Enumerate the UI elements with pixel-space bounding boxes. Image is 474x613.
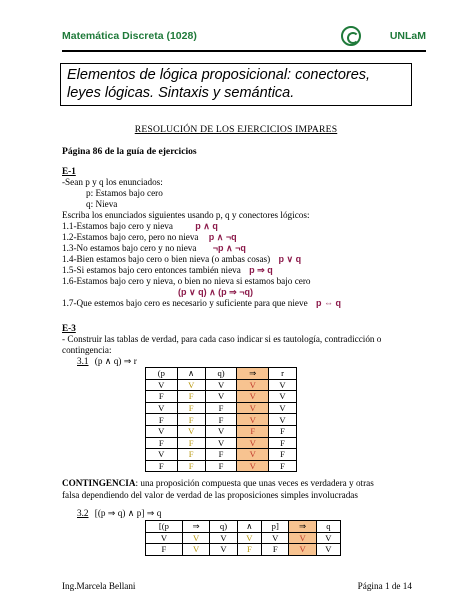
table-cell: F <box>205 402 237 414</box>
e1-item <box>62 298 341 309</box>
e1-item-formula: p ⇒ q <box>249 265 273 275</box>
table-cell: V <box>269 391 297 403</box>
course-title: Matemática Discreta (1028) <box>62 30 197 42</box>
table-cell: V <box>146 379 178 391</box>
table1-number: 3.1 <box>77 356 89 366</box>
e1-p-def: p: Estamos bajo cero <box>86 188 163 198</box>
table-cell: V <box>146 532 183 544</box>
table-cell: V <box>205 391 237 403</box>
e1-item <box>62 254 301 265</box>
e3-instruction: - Construir las tablas de verdad, para cada caso indicar si es tautología, contradicción o <box>62 334 382 344</box>
table-cell: F <box>177 402 205 414</box>
table-cell: F <box>269 437 297 449</box>
e1-item-formula: p ∧ ¬q <box>208 232 237 242</box>
table-cell: V <box>146 402 178 414</box>
table-cell: V <box>146 425 178 437</box>
table-header-cell: r <box>269 368 297 380</box>
title-line-2: leyes lógicas. Sintaxis y semántica. <box>67 85 295 101</box>
table-header-cell: q) <box>205 368 237 380</box>
table-row <box>146 544 341 556</box>
table-header-cell: [(p <box>146 521 183 533</box>
exercise-e1-label: E-1 <box>62 166 76 176</box>
table-header-cell: ⇒ <box>237 368 269 380</box>
e3-instruction-cont: contingencia: <box>62 345 112 355</box>
e1-item-text: 1.1-Estamos bajo cero y nieva <box>62 221 173 231</box>
table-header-cell: ∧ <box>237 521 261 533</box>
table-cell: F <box>205 460 237 472</box>
table-cell: F <box>237 425 269 437</box>
table-cell: V <box>210 532 237 544</box>
table-header-cell: ⇒ <box>182 521 209 533</box>
contingencia-text: : una proposición compuesta que unas veces es verdadera y otras <box>135 478 374 488</box>
table-cell: V <box>237 414 269 426</box>
table-cell: V <box>269 414 297 426</box>
unlam-logo-icon <box>341 26 361 46</box>
table-cell: F <box>146 460 178 472</box>
table-cell: V <box>210 544 237 556</box>
e1-item-text: 1.5-Si estamos bajo cero entonces también nieva <box>62 265 241 275</box>
e1-item-formula: (p ∨ q) ∧ (p ⇒ ¬q) <box>178 287 253 297</box>
table-row <box>146 460 297 472</box>
footer-page-number: Página 1 de 14 <box>357 581 412 591</box>
table-cell: V <box>269 379 297 391</box>
table-cell: F <box>177 449 205 461</box>
e1-item-text: 1.4-Bien estamos bajo cero o bien nieva (o ambas cosas) <box>62 254 271 264</box>
table-row <box>146 379 297 391</box>
table-cell: V <box>146 449 178 461</box>
contingencia-term: CONTINGENCIA <box>62 478 136 488</box>
table-cell: V <box>205 437 237 449</box>
table-cell: V <box>289 544 316 556</box>
page-reference: Página 86 de la guía de ejercicios <box>62 146 197 157</box>
truth-table-1 <box>145 367 297 472</box>
table-cell: V <box>182 544 209 556</box>
e1-item-text: 1.3-No estamos bajo cero y no nieva <box>62 243 197 253</box>
table-cell: F <box>269 449 297 461</box>
e1-item-text: 1.6-Estamos bajo cero y nieva, o bien no nieva si estamos bajo cero <box>62 276 311 286</box>
exercise-e3-label: E-3 <box>62 323 76 333</box>
table1-expression: (p ∧ q) ⇒ r <box>94 356 137 366</box>
table-row <box>146 425 297 437</box>
table-cell: V <box>237 391 269 403</box>
footer-author: Ing.Marcela Bellani <box>62 581 136 591</box>
table-cell: F <box>262 544 289 556</box>
table-header-cell: (p <box>146 368 178 380</box>
table-cell: F <box>269 460 297 472</box>
table-header-cell: ⇒ <box>289 521 316 533</box>
table-cell: V <box>237 460 269 472</box>
table2-expression: [(p ⇒ q) ∧ p] ⇒ q <box>94 508 162 518</box>
contingencia-definition <box>62 478 374 489</box>
table-cell: F <box>237 544 261 556</box>
table-cell: F <box>205 414 237 426</box>
table-cell: V <box>177 425 205 437</box>
table-cell: F <box>269 425 297 437</box>
table-row <box>146 449 297 461</box>
table-row <box>146 437 297 449</box>
table-cell: F <box>146 437 178 449</box>
table-cell: V <box>269 402 297 414</box>
table-cell: V <box>205 379 237 391</box>
title-line-1: Elementos de lógica proposicional: conectores, <box>67 67 371 83</box>
document-title-box <box>60 63 412 106</box>
table-header-row <box>146 368 297 380</box>
table-header-cell: ∧ <box>177 368 205 380</box>
table-cell: V <box>316 544 340 556</box>
table-cell: V <box>237 437 269 449</box>
truth-table-2 <box>145 520 341 556</box>
e1-item <box>62 232 237 243</box>
table-cell: V <box>316 532 340 544</box>
table-row <box>146 414 297 426</box>
table-cell: V <box>177 379 205 391</box>
table-cell: V <box>237 379 269 391</box>
table-cell: F <box>146 414 178 426</box>
e1-instruction: Escriba los enunciados siguientes usando p, q y conectores lógicos: <box>62 210 310 220</box>
e1-item-text: 1.7-Que estemos bajo cero es necesario y suficiente para que nieve <box>62 298 308 308</box>
table-header-cell: q <box>316 521 340 533</box>
e1-item-formula: p ∨ q <box>278 254 302 264</box>
table-cell: F <box>177 437 205 449</box>
table-row <box>146 532 341 544</box>
table-cell: F <box>146 544 183 556</box>
table-cell: V <box>182 532 209 544</box>
section-heading: RESOLUCIÓN DE LOS EJERCICIOS IMPARES <box>134 124 338 135</box>
table-cell: V <box>289 532 316 544</box>
table-row <box>146 391 297 403</box>
table-cell: F <box>177 460 205 472</box>
e1-item-formula: p ∧ q <box>195 221 218 231</box>
table-header-cell: p] <box>262 521 289 533</box>
table-cell: F <box>177 391 205 403</box>
e1-q-def: q: Nieva <box>86 199 118 209</box>
e1-item-text: 1.2-Estamos bajo cero, pero no nieva <box>62 232 199 242</box>
e1-item <box>62 243 246 254</box>
contingencia-text-cont: falsa dependiendo del valor de verdad de las proposiciones simples involucradas <box>62 490 358 500</box>
table-cell: F <box>146 391 178 403</box>
table-cell: V <box>262 532 289 544</box>
table2-number: 3.2 <box>77 508 89 518</box>
table-cell: V <box>237 449 269 461</box>
table-cell: V <box>205 425 237 437</box>
e1-item-formula: p ⇔ q <box>315 298 341 308</box>
table-header-cell: q) <box>210 521 237 533</box>
table2-caption <box>77 508 161 519</box>
table-row <box>146 402 297 414</box>
e1-item <box>62 221 218 232</box>
table-cell: V <box>237 402 269 414</box>
university-name: UNLaM <box>389 30 426 42</box>
e1-intro: -Sean p y q los enunciados: <box>62 177 163 187</box>
table-cell: F <box>177 414 205 426</box>
table-cell: F <box>205 449 237 461</box>
e1-item <box>62 265 273 276</box>
table-header-row <box>146 521 341 533</box>
table-cell: V <box>237 532 261 544</box>
page-header <box>62 26 426 52</box>
table1-caption <box>77 356 137 367</box>
e1-item-formula: ¬p ∧ ¬q <box>212 243 246 253</box>
